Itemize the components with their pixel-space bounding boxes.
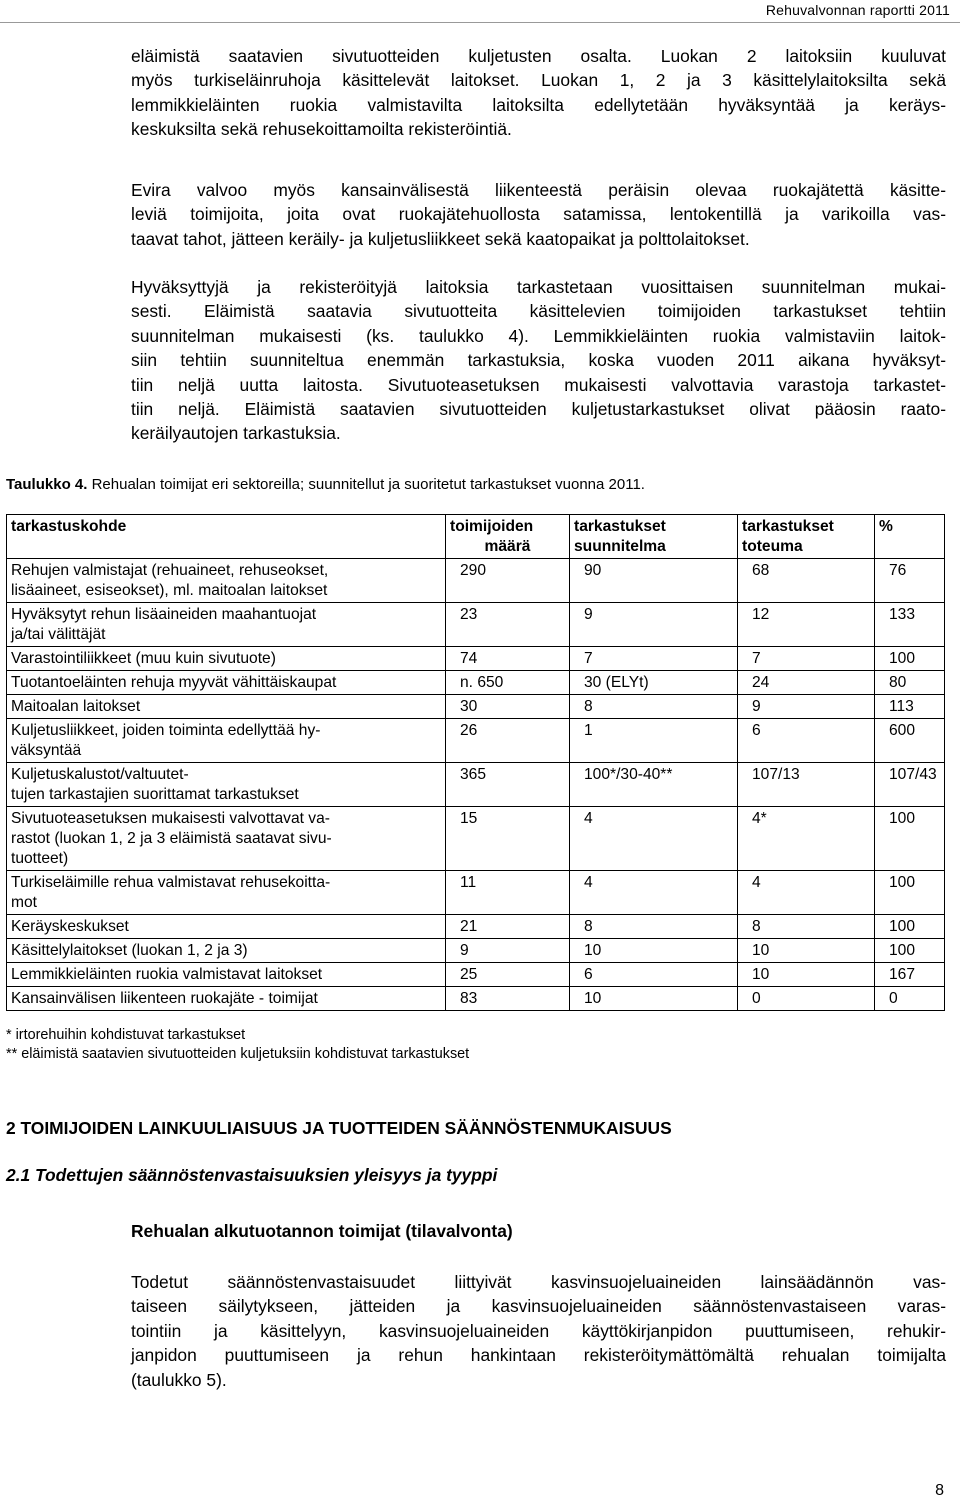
cell-suunnitelma: 100*/30-40**: [570, 763, 738, 807]
text-line: taavat tahot, jätteen keräily- ja kuljetusliikkeet sekä kaatopaikat ja polttolaitokset.: [131, 228, 750, 249]
table-row: [7, 915, 945, 939]
text-line: keräilyautojen tarkastuksia.: [131, 423, 341, 444]
cell-toimijoiden-maara: n. 650: [446, 671, 570, 695]
table-row: [7, 719, 945, 763]
header-line: suunnitelma: [574, 538, 666, 555]
text-line: myös turkiseläinruhoja käsittelevät laitokset. Luokan 1, 2 ja 3 käsittelylaitoksilta sekä: [131, 70, 946, 91]
text-line: Todetut säännöstenvastaisuudet liittyivät kasvinsuojeluaineiden lainsäädännön vas-: [131, 1272, 946, 1292]
footnote: * irtorehuihin kohdistuvat tarkastukset: [6, 1027, 246, 1043]
cell-suunnitelma: 9: [570, 603, 738, 647]
cell-toteuma: 10: [738, 939, 875, 963]
cell-tarkastuskohde: [7, 559, 446, 603]
cell-tarkastuskohde: [7, 603, 446, 647]
cell-tarkastuskohde: [7, 939, 446, 963]
cell-line: Käsittelylaitokset (luokan 1, 2 ja 3): [11, 942, 248, 959]
column-header: [570, 515, 738, 559]
cell-toteuma: 24: [738, 671, 875, 695]
table-body: [7, 559, 945, 1011]
text-line: tiin neljä. Eläimistä saatavien sivutuotteiden kuljetustarkastukset olivat pääosin raato-: [131, 399, 946, 420]
table-row: [7, 987, 945, 1011]
cell-line: Kansainvälisen liikenteen ruokajäte - toimijat: [11, 990, 318, 1007]
text-line: janpidon puuttumiseen ja rehun hankintaan rekisteröitymättömältä rehualan toimijalta: [131, 1345, 946, 1366]
cell-percent: 0: [875, 987, 945, 1011]
column-header: [7, 515, 446, 559]
cell-percent: 113: [875, 695, 945, 719]
cell-percent: 80: [875, 671, 945, 695]
cell-toimijoiden-maara: 25: [446, 963, 570, 987]
cell-toteuma: 7: [738, 647, 875, 671]
cell-toimijoiden-maara: 290: [446, 559, 570, 603]
table-row: [7, 695, 945, 719]
cell-suunnitelma: 8: [570, 695, 738, 719]
cell-percent: 100: [875, 939, 945, 963]
cell-toteuma: 12: [738, 603, 875, 647]
text-line: keskuksilta sekä rehusekoittamoilta rekisteröintiä.: [131, 119, 512, 140]
paragraph-4: [131, 1270, 946, 1392]
cell-suunnitelma: 10: [570, 987, 738, 1011]
inspection-table: [6, 514, 945, 1011]
text-line: (taulukko 5).: [131, 1369, 227, 1390]
cell-tarkastuskohde: [7, 871, 446, 915]
text-line: tiin neljä uutta laitosta. Sivutuoteasetuksen mukaisesti valvottavia varastoja tarkastet-: [131, 374, 946, 395]
cell-tarkastuskohde: [7, 671, 446, 695]
cell-percent: 100: [875, 871, 945, 915]
cell-percent: 600: [875, 719, 945, 763]
section-heading: 2 TOIMIJOIDEN LAINKUULIAISUUS JA TUOTTEIDEN SÄÄNNÖSTENMUKAISUUS: [6, 1118, 672, 1138]
table-row: [7, 871, 945, 915]
cell-suunnitelma: 4: [570, 871, 738, 915]
header-divider: [0, 22, 960, 23]
cell-toimijoiden-maara: 83: [446, 987, 570, 1011]
cell-suunnitelma: 7: [570, 647, 738, 671]
document-header-title: Rehuvalvonnan raportti 2011: [765, 2, 950, 18]
cell-tarkastuskohde: [7, 987, 446, 1011]
cell-suunnitelma: 30 (ELYt): [570, 671, 738, 695]
cell-line: Turkiseläimille rehua valmistavat rehusekoitta-: [11, 874, 331, 891]
table-header-row: [7, 515, 945, 559]
table-row: [7, 963, 945, 987]
cell-suunnitelma: 1: [570, 719, 738, 763]
cell-tarkastuskohde: [7, 647, 446, 671]
table-caption-label: Taulukko 4.: [6, 476, 88, 493]
header-line: tarkastukset: [574, 518, 666, 535]
text-line: Hyväksyttyjä ja rekisteröityjä laitoksia tarkastetaan vuosittaisen suunnitelman mukai-: [131, 277, 946, 297]
cell-tarkastuskohde: [7, 963, 446, 987]
cell-line: Maitoalan laitokset: [11, 698, 141, 715]
cell-toteuma: 4: [738, 871, 875, 915]
cell-line: Kuljetuskalustot/valtuutet-: [11, 766, 189, 783]
cell-line: tuotteet): [11, 850, 69, 867]
cell-line: rastot (luokan 1, 2 ja 3 eläimistä saatavat sivu-: [11, 830, 332, 847]
cell-toteuma: 10: [738, 963, 875, 987]
header-line: toimijoiden: [450, 518, 534, 535]
cell-percent: 100: [875, 915, 945, 939]
cell-line: Varastointiliikkeet (muu kuin sivutuote): [11, 650, 276, 667]
cell-toteuma: 0: [738, 987, 875, 1011]
cell-line: Kuljetusliikkeet, joiden toiminta edellyttää hy-: [11, 722, 321, 739]
text-line: taiseen säilytykseen, jätteiden ja kasvinsuojeluaineiden säännöstenvastaiseen varas-: [131, 1296, 946, 1317]
table-row: [7, 671, 945, 695]
cell-tarkastuskohde: [7, 915, 446, 939]
cell-toteuma: 8: [738, 915, 875, 939]
header-line: tarkastukset: [742, 518, 834, 535]
text-line: lemmikkieläinten ruokia valmistavilta laitoksilta edellytetään hyväksyntää ja keräys-: [131, 94, 946, 115]
cell-line: ja/tai välittäjät: [11, 626, 106, 643]
column-header: [446, 515, 570, 559]
cell-line: tujen tarkastajien suorittamat tarkastukset: [11, 786, 299, 803]
cell-line: Hyväksytyt rehun lisäaineiden maahantuojat: [11, 606, 317, 623]
cell-percent: 107/43: [875, 763, 945, 807]
cell-suunnitelma: 8: [570, 915, 738, 939]
column-header: [738, 515, 875, 559]
paragraph-2: [131, 178, 946, 251]
table-row: [7, 763, 945, 807]
cell-percent: 76: [875, 559, 945, 603]
cell-toimijoiden-maara: 11: [446, 871, 570, 915]
table-row: [7, 939, 945, 963]
cell-line: Rehujen valmistajat (rehuaineet, rehuseokset,: [11, 562, 329, 579]
text-line: siin tehtiin suunniteltua enemmän tarkastuksia, koska vuoden 2011 aikana hyväksyt-: [131, 350, 946, 371]
text-line: suunnitelman mukaisesti (ks. taulukko 4). Lemmikkieläinten ruokia valmistaviin laitok-: [131, 325, 946, 346]
cell-toimijoiden-maara: 74: [446, 647, 570, 671]
cell-line: väksyntää: [11, 742, 82, 759]
header-line: määrä: [484, 538, 531, 555]
cell-toteuma: 4*: [738, 807, 875, 871]
cell-toimijoiden-maara: 23: [446, 603, 570, 647]
cell-percent: 100: [875, 647, 945, 671]
cell-line: Keräyskeskukset: [11, 918, 129, 935]
column-header: [875, 515, 945, 559]
paragraph-1: [131, 44, 946, 142]
cell-line: Sivutuoteasetuksen mukaisesti valvottavat va-: [11, 810, 330, 827]
header-line: tarkastuskohde: [11, 518, 127, 535]
header-line: toteuma: [742, 538, 803, 555]
cell-tarkastuskohde: [7, 719, 446, 763]
cell-toimijoiden-maara: 30: [446, 695, 570, 719]
subsubsection-heading: Rehualan alkutuotannon toimijat (tilavalvonta): [131, 1221, 513, 1241]
cell-percent: 167: [875, 963, 945, 987]
cell-toteuma: 9: [738, 695, 875, 719]
cell-suunnitelma: 6: [570, 963, 738, 987]
cell-tarkastuskohde: [7, 763, 446, 807]
footnote: ** eläimistä saatavien sivutuotteiden kuljetuksiin kohdistuvat tarkastukset: [6, 1046, 470, 1062]
cell-tarkastuskohde: [7, 695, 446, 719]
paragraph-3: [131, 275, 946, 446]
header-line: %: [879, 518, 893, 535]
table-caption-text: Rehualan toimijat eri sektoreilla; suunnitellut ja suoritetut tarkastukset vuonna 2011.: [87, 476, 645, 493]
cell-toimijoiden-maara: 9: [446, 939, 570, 963]
cell-suunnitelma: 10: [570, 939, 738, 963]
cell-toimijoiden-maara: 26: [446, 719, 570, 763]
cell-suunnitelma: 90: [570, 559, 738, 603]
text-line: tointiin ja käsittelyyn, kasvinsuojeluaineiden käyttökirjanpidon puuttumiseen, rehukir-: [131, 1320, 946, 1341]
table-row: [7, 807, 945, 871]
text-line: eläimistä saatavien sivutuotteiden kuljetusten osalta. Luokan 2 laitoksiin kuuluvat: [131, 46, 946, 66]
cell-toteuma: 107/13: [738, 763, 875, 807]
page-number: 8: [935, 1482, 944, 1499]
table-row: [7, 603, 945, 647]
cell-percent: 133: [875, 603, 945, 647]
text-line: leviä toimijoita, joita ovat ruokajätehuollosta satamissa, lentokentillä ja varikoilla vas-: [131, 204, 946, 225]
cell-toteuma: 6: [738, 719, 875, 763]
cell-toimijoiden-maara: 21: [446, 915, 570, 939]
table-row: [7, 559, 945, 603]
cell-toteuma: 68: [738, 559, 875, 603]
cell-percent: 100: [875, 807, 945, 871]
cell-toimijoiden-maara: 365: [446, 763, 570, 807]
table-row: [7, 647, 945, 671]
cell-suunnitelma: 4: [570, 807, 738, 871]
cell-line: Tuotantoeläinten rehuja myyvät vähittäiskaupat: [11, 674, 337, 691]
text-line: Evira valvoo myös kansainvälisestä liikenteestä peräisin olevaa ruokajätettä käsitte-: [131, 180, 946, 200]
cell-line: mot: [11, 894, 37, 911]
subsection-heading: 2.1 Todettujen säännöstenvastaisuuksien yleisyys ja tyyppi: [6, 1165, 498, 1185]
table-caption: [6, 476, 645, 493]
text-line: sesti. Eläimistä saatavia sivutuotteita käsittelevien toimijoiden tarkastukset tehtiin: [131, 301, 946, 322]
cell-toimijoiden-maara: 15: [446, 807, 570, 871]
cell-tarkastuskohde: [7, 807, 446, 871]
cell-line: Lemmikkieläinten ruokia valmistavat laitokset: [11, 966, 323, 983]
cell-line: lisäaineet, esiseokset), ml. maitoalan laitokset: [11, 582, 328, 599]
